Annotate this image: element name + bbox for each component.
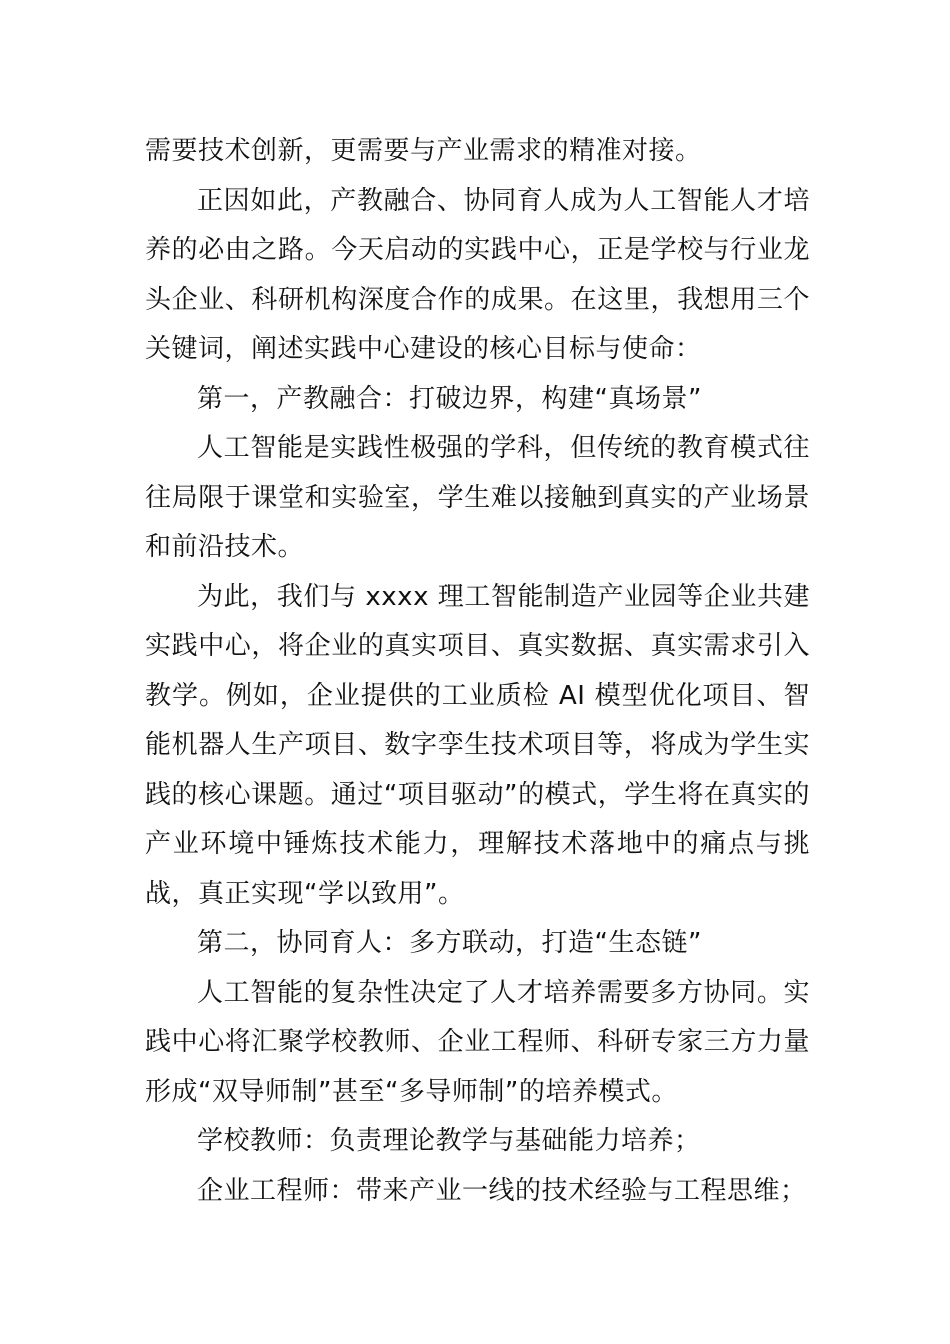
paragraph-1: 需要技术创新，更需要与产业需求的精准对接。 [145,136,702,166]
section-heading-2: 第二，协同育人：多方联动，打造“生态链” [197,928,702,958]
paragraph-3: 人工智能是实践性极强的学科，但传统的教育模式往往局限于课堂和实验室，学生难以接触到真实的产业场景和前沿技术。 [145,433,810,562]
paragraph-4: 为此，我们与 xxxx 理工智能制造产业园等企业共建实践中心，将企业的真实项目、真实数据、真实需求引入教学。例如，企业提供的工业质检 AI 模型优化项目、智能机器人生产项目、数字孪生技术项目等，将成为学生实践的核心课题。通过“项目驱动”的模式，学生将在真实的产业环境中锤炼技术能力，理解技术落地中的痛点与挑战，真正实现“学以致用”。 [145,581,810,909]
list-item-engineer: 企业工程师：带来产业一线的技术经验与工程思维； [197,1175,807,1206]
paragraph-2: 正因如此，产教融合、协同育人成为人工智能人才培养的必由之路。今天启动的实践中心，正是学校与行业龙头企业、科研机构深度合作的成果。在这里，我想用三个关键词，阐述实践中心建设的核心目标与使命： [145,185,810,364]
section-heading-1: 第一，产教融合：打破边界，构建“真场景” [197,383,702,414]
list-item-teacher: 学校教师：负责理论教学与基础能力培养； [197,1126,701,1156]
document-body [145,127,810,1216]
paragraph-5: 人工智能的复杂性决定了人才培养需要多方协同。实践中心将汇聚学校教师、企业工程师、科研专家三方力量形成“双导师制”甚至“多导师制”的培养模式。 [145,977,810,1107]
